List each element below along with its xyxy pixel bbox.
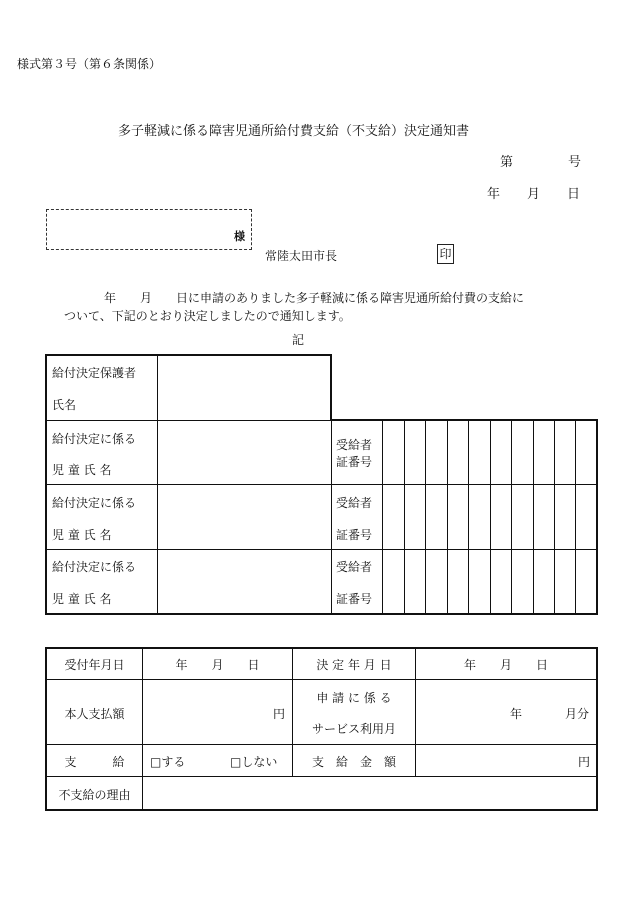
cert-label-2: 証番号 bbox=[336, 592, 373, 606]
decision-date-label: 決 定 年 月 日 bbox=[316, 658, 392, 672]
child-label-1: 給付決定に係る bbox=[52, 560, 137, 574]
t1-name-col-line bbox=[331, 420, 332, 614]
child-label-2: 児 童 氏 名 bbox=[52, 592, 112, 606]
child-label-2: 児 童 氏 名 bbox=[52, 463, 112, 477]
t1-upper-right-line bbox=[330, 419, 598, 421]
t2-right-line bbox=[596, 647, 598, 811]
reason-field[interactable] bbox=[146, 779, 592, 807]
cert-label-1: 受給者 bbox=[336, 560, 373, 574]
amount-yen[interactable]: 円 bbox=[578, 755, 591, 769]
reason-label: 不支給の理由 bbox=[58, 788, 131, 802]
ki-heading: 記 bbox=[292, 333, 305, 347]
cert-label-1: 受給者 bbox=[336, 438, 373, 452]
cert-digit-line bbox=[490, 420, 491, 614]
seal-mark: 印 bbox=[437, 244, 454, 264]
amount-label: 支 給 金 額 bbox=[311, 755, 396, 769]
decision-date-value[interactable]: 年 月 日 bbox=[463, 658, 548, 672]
payment-label: 支 給 bbox=[64, 755, 125, 769]
cert-digit-line bbox=[447, 420, 448, 614]
t2-top-line bbox=[45, 647, 598, 649]
cert-digit-line bbox=[404, 420, 405, 614]
t1-row-line-1 bbox=[46, 420, 330, 421]
document-title: 多子軽減に係る障害児通所給付費支給（不支給）決定通知書 bbox=[118, 124, 470, 139]
t2-bottom-line bbox=[45, 809, 598, 811]
guardian-name-field[interactable] bbox=[160, 358, 328, 418]
form-label: 様式第３号（第６条関係） bbox=[17, 57, 162, 71]
self-pay-yen[interactable]: 円 bbox=[273, 707, 286, 721]
child-label-2: 児 童 氏 名 bbox=[52, 528, 112, 542]
payment-no-checkbox[interactable]: □しない bbox=[230, 755, 278, 769]
t2-row-line-3 bbox=[46, 776, 597, 777]
date-year: 年 bbox=[487, 187, 501, 202]
cert-digit-line bbox=[533, 420, 534, 614]
cert-label-2: 証番号 bbox=[336, 528, 373, 542]
t1-row-line-2 bbox=[46, 484, 597, 485]
cert-label-1: 受給者 bbox=[336, 496, 373, 510]
doc-number-go: 号 bbox=[568, 155, 582, 170]
t1-cert-col-line bbox=[382, 420, 383, 614]
t1-guardian-right-line bbox=[330, 354, 332, 420]
t1-right-line bbox=[596, 419, 598, 614]
date-day: 日 bbox=[567, 187, 581, 202]
self-pay-label: 本人支払額 bbox=[64, 707, 125, 721]
t2-row-line-1 bbox=[46, 679, 597, 680]
cert-digit-line bbox=[425, 420, 426, 614]
t2-row-line-2 bbox=[46, 744, 597, 745]
guardian-label-2: 氏名 bbox=[52, 398, 77, 412]
service-month-label-1: 申 請 に 係 る bbox=[316, 691, 392, 705]
service-month-label-2: サービス利用月 bbox=[311, 722, 396, 736]
received-date-value[interactable]: 年 月 日 bbox=[175, 658, 260, 672]
t1-top-line bbox=[45, 354, 331, 356]
t1-row-line-3 bbox=[46, 549, 597, 550]
addressee-box[interactable] bbox=[46, 209, 252, 250]
issuer-name: 常陸太田市長 bbox=[265, 249, 338, 263]
child-name-field[interactable] bbox=[160, 552, 328, 611]
child-label-1: 給付決定に係る bbox=[52, 432, 137, 446]
child-name-field[interactable] bbox=[160, 487, 328, 546]
child-name-field[interactable] bbox=[160, 423, 328, 482]
service-year[interactable]: 年 bbox=[510, 707, 523, 721]
cert-digit-line bbox=[511, 420, 512, 614]
t1-bottom-line bbox=[45, 613, 598, 615]
guardian-label-1: 給付決定保護者 bbox=[52, 366, 137, 380]
date-month: 月 bbox=[527, 187, 541, 202]
cert-digit-line bbox=[554, 420, 555, 614]
cert-digit-line bbox=[575, 420, 576, 614]
doc-number-dai: 第 bbox=[500, 155, 514, 170]
received-date-label: 受付年月日 bbox=[64, 658, 125, 672]
body-line-1: 年 月 日に申請のありました多子軽減に係る障害児通所給付費の支給に bbox=[104, 291, 525, 305]
cert-digit-line bbox=[468, 420, 469, 614]
t1-label-col-line bbox=[157, 355, 158, 614]
body-line-2: ついて、下記のとおり決定しましたので通知します。 bbox=[64, 309, 351, 323]
service-month[interactable]: 月分 bbox=[565, 707, 590, 721]
addressee-suffix: 様 bbox=[234, 230, 245, 243]
payment-yes-checkbox[interactable]: □する bbox=[150, 755, 186, 769]
cert-label-2: 証番号 bbox=[336, 455, 373, 469]
child-label-1: 給付決定に係る bbox=[52, 496, 137, 510]
